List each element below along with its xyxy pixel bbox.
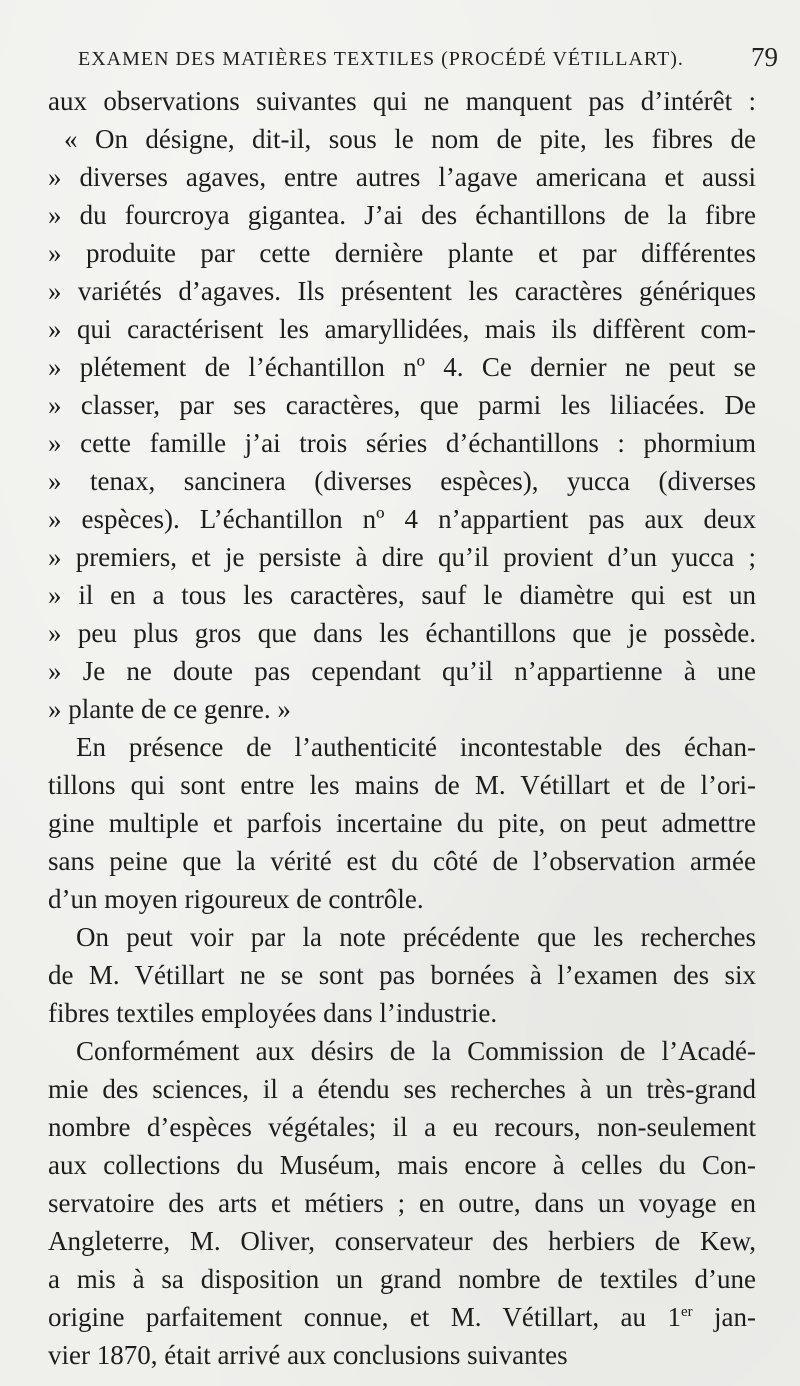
text-line: nombre d’espèces végétales; il a eu recours, non-seulement (48, 1112, 756, 1142)
text-line: fibres textiles employées dans l’industrie. (48, 998, 498, 1028)
text-line: » cette famille j’ai trois séries d’échantillons : phormium (48, 428, 756, 458)
text-line: aux observations suivantes qui ne manquent pas d’intérêt : (48, 86, 756, 116)
text-line: » espèces). L’échantillon nº 4 n’appartient pas aux deux (48, 504, 756, 534)
superscript: er (680, 1304, 693, 1320)
text-line: » diverses agaves, entre autres l’agave americana et aussi (48, 162, 756, 192)
text-line: » variétés d’agaves. Ils présentent les caractères génériques (48, 276, 756, 306)
text-line: » plétement de l’échantillon nº 4. Ce dernier ne peut se (48, 352, 756, 382)
text-line: Conformément aux désirs de la Commission de l’Acadé- (76, 1036, 756, 1066)
text-line: En présence de l’authenticité incontestable des échan- (76, 732, 756, 762)
text-line: sans peine que la vérité est du côté de l’observation armée (48, 846, 756, 876)
text-line: » premiers, et je persiste à dire qu’il provient d’un yucca ; (48, 542, 756, 572)
text-line: de M. Vétillart ne se sont pas bornées à l’examen des six (48, 960, 756, 990)
text-line: gine multiple et parfois incertaine du pite, on peut admettre (48, 808, 756, 838)
text-line: mie des sciences, il a étendu ses recherches à un très-grand (48, 1074, 756, 1104)
text-line-part: origine parfaitement connue, et M. Vétillart, au 1 (48, 1302, 681, 1332)
page-header (78, 42, 778, 76)
text-line: « On désigne, dit-il, sous le nom de pite, les fibres de (64, 124, 756, 154)
page-number: 79 (751, 42, 778, 72)
text-line: aux collections du Muséum, mais encore à celles du Con- (48, 1150, 756, 1180)
text-line: d’un moyen rigoureux de contrôle. (48, 884, 424, 914)
text-line: » qui caractérisent les amaryllidées, mais ils diffèrent com- (48, 314, 756, 344)
text-line: Angleterre, M. Oliver, conservateur des herbiers de Kew, (48, 1226, 756, 1256)
text-line: » tenax, sancinera (diverses espèces), yucca (diverses (48, 466, 756, 496)
text-line: » Je ne doute pas cependant qu’il n’appartienne à une (48, 656, 756, 686)
text-line: » produite par cette dernière plante et par différentes (48, 238, 756, 268)
text-line: » il en a tous les caractères, sauf le diamètre qui est un (48, 580, 756, 610)
text-line-part: jan- (692, 1302, 756, 1332)
text-line: On peut voir par la note précédente que les recherches (76, 922, 756, 952)
text-line: vier 1870, était arrivé aux conclusions suivantes (48, 1340, 568, 1370)
running-title: EXAMEN DES MATIÈRES TEXTILES (PROCÉDÉ VÉTILLART). (78, 48, 684, 70)
text-line-with-superscript (48, 1298, 756, 1336)
text-line: servatoire des arts et métiers ; en outre, dans un voyage en (48, 1188, 756, 1218)
text-line: a mis à sa disposition un grand nombre de textiles d’une (48, 1264, 756, 1294)
text-line: » peu plus gros que dans les échantillons que je possède. (48, 618, 756, 648)
text-line: » du fourcroya gigantea. J’ai des échantillons de la fibre (48, 200, 756, 230)
text-line: » classer, par ses caractères, que parmi les liliacées. De (48, 390, 756, 420)
text-line: » plante de ce genre. » (48, 694, 291, 724)
text-line: tillons qui sont entre les mains de M. Vétillart et de l’ori- (48, 770, 756, 800)
